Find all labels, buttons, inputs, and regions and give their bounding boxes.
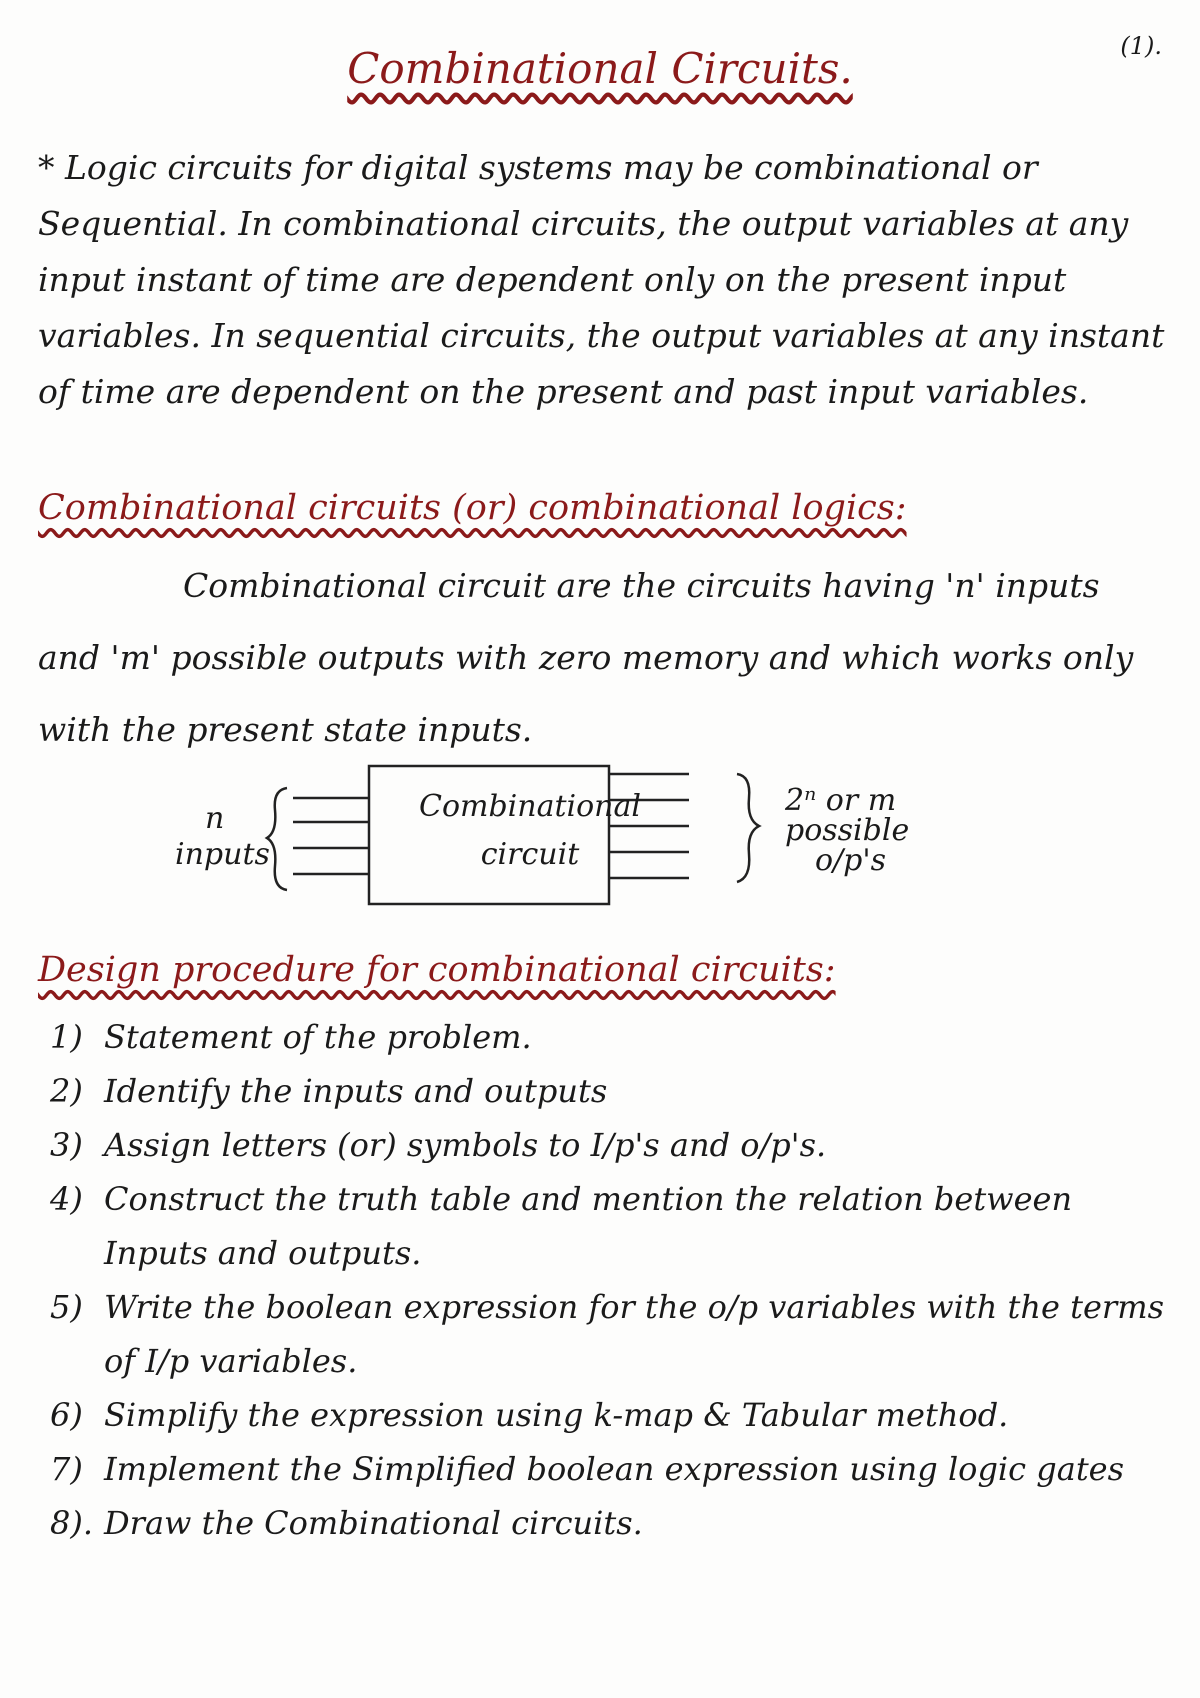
step-number: 2) [50, 1072, 83, 1110]
step-text: Draw the Combinational circuits. [104, 1504, 643, 1542]
box-label-line2: circuit [480, 837, 580, 872]
list-item [50, 1442, 1175, 1496]
page-title: Combinational Circuits. [347, 44, 853, 93]
list-item [50, 1280, 1175, 1388]
step-text: Write the boolean expression for the o/p variables with the terms of I/p variables. [104, 1288, 1164, 1380]
outputs-label-line2: possible [785, 813, 910, 848]
definition-paragraph: Combinational circuit are the circuits having 'n' inputs and 'm' possible outputs with zero memory and which works only with the present state inputs. [38, 566, 1134, 749]
intro-paragraph: * Logic circuits for digital systems may be combinational or Sequential. In combinational circuits, the output variables at any input instant of time are dependent only on the present input variables. In sequential circuits, the output variables at any instant of time are dependent on the present and past input variables. [38, 148, 1165, 411]
section-heading-design-procedure: Design procedure for combinational circuits: [38, 950, 836, 990]
list-item [50, 1064, 1175, 1118]
inputs-label: inputs [175, 837, 270, 872]
step-number: 4) [50, 1180, 83, 1218]
step-text: Construct the truth table and mention the relation between Inputs and outputs. [104, 1180, 1073, 1272]
input-brace [267, 788, 287, 890]
step-number: 6) [50, 1396, 83, 1434]
box-label-line1: Combinational [419, 789, 641, 824]
step-number: 3) [50, 1126, 83, 1164]
outputs-label-line3: o/p's [815, 843, 887, 878]
list-item [50, 1496, 1175, 1550]
list-item [50, 1010, 1175, 1064]
step-text: Implement the Simplified boolean expression using logic gates [104, 1450, 1125, 1488]
circuit-box [369, 766, 609, 904]
combinational-circuit-diagram [175, 760, 935, 920]
list-item [50, 1388, 1175, 1442]
page-number: (1). [1120, 32, 1162, 60]
design-steps-list [50, 1010, 1175, 1550]
step-number: 1) [50, 1018, 83, 1056]
step-number: 7) [50, 1450, 83, 1488]
section-heading-combinational-logic: Combinational circuits (or) combinational logics: [38, 488, 907, 528]
step-number: 8). [50, 1504, 94, 1542]
step-text: Statement of the problem. [104, 1018, 532, 1056]
step-text: Simplify the expression using k-map & Tabular method. [104, 1396, 1009, 1434]
step-number: 5) [50, 1288, 83, 1326]
step-text: Identify the inputs and outputs [104, 1072, 608, 1110]
outputs-label-line1: 2ⁿ or m [785, 783, 897, 818]
list-item [50, 1118, 1175, 1172]
list-item [50, 1172, 1175, 1280]
step-text: Assign letters (or) symbols to I/p's and o/p's. [104, 1126, 827, 1164]
inputs-count-label: n [205, 801, 225, 836]
output-brace [737, 774, 759, 882]
